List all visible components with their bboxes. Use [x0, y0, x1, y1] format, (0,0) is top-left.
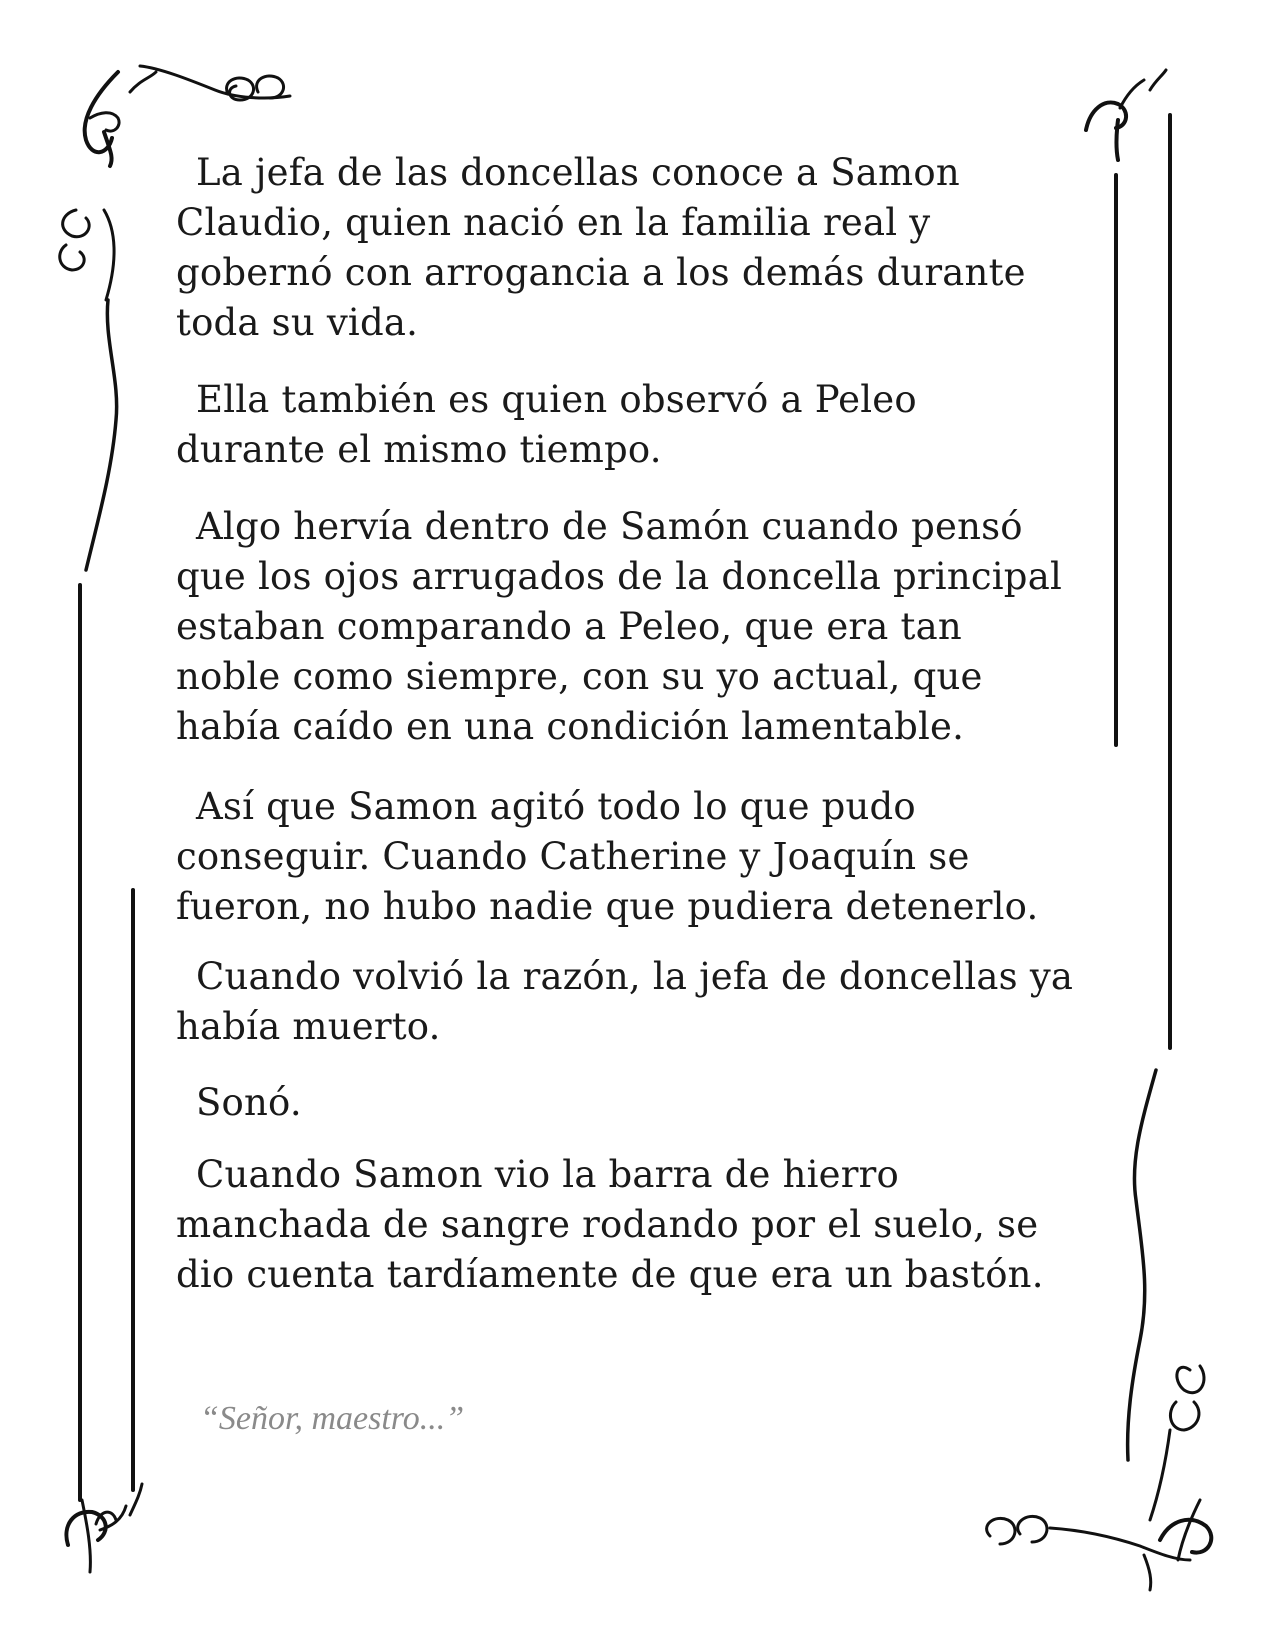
- bottom-right-flourish: [987, 1070, 1212, 1590]
- story-paragraph-4: Así que Samon agitó todo lo que pudo conseguir. Cuando Catherine y Joaquín se fueron, no hubo nadie que pudiera detenerlo.: [176, 785, 1039, 928]
- story-paragraph-2: Ella también es quien observó a Peleo durante el mismo tiempo.: [176, 378, 917, 471]
- story-paragraph-7: Cuando Samon vio la barra de hierro manchada de sangre rodando por el suelo, se dio cuenta tardíamente de que era un bastón.: [176, 1153, 1044, 1296]
- closing-quote: “Señor, maestro...”: [200, 1400, 465, 1437]
- story-paragraph-1: La jefa de las doncellas conoce a Samon Claudio, quien nació en la familia real y gobernó con arrogancia a los demás durante toda su vida.: [176, 151, 1026, 344]
- story-paragraph-6: Sonó.: [196, 1081, 302, 1124]
- story-paragraph-5: Cuando volvió la razón, la jefa de doncellas ya había muerto.: [176, 955, 1074, 1048]
- top-right-flourish: [1086, 70, 1166, 160]
- bottom-left-flourish: [66, 1484, 142, 1572]
- story-paragraph-3: Algo hervía dentro de Samón cuando pensó que los ojos arrugados de la doncella principal estaban comparando a Peleo, que era tan noble como siempre, con su yo actual, que había caído en una condición lamentable.: [176, 505, 1062, 748]
